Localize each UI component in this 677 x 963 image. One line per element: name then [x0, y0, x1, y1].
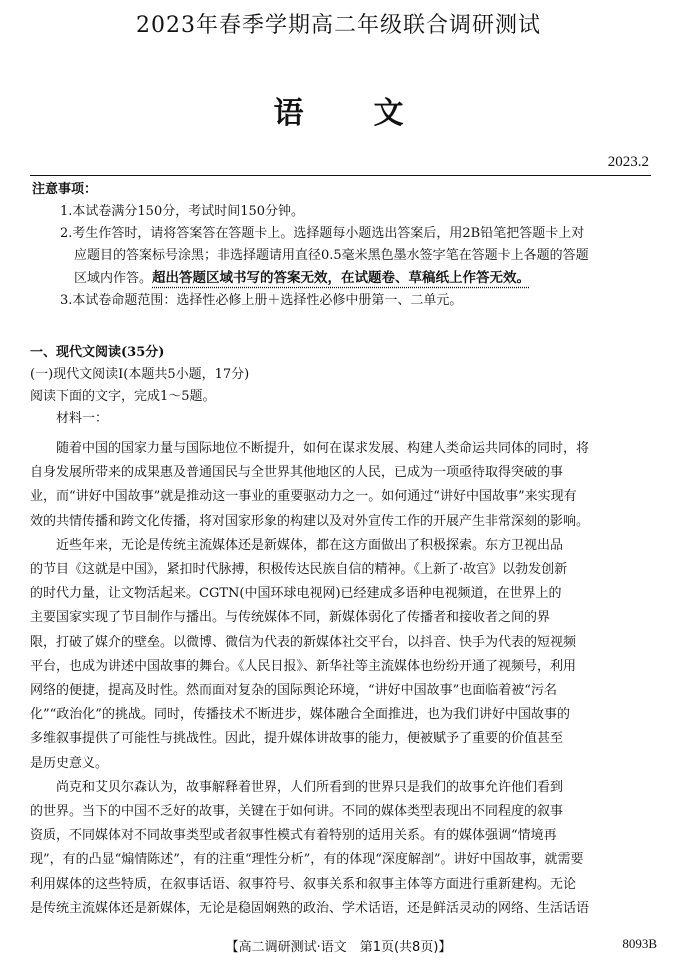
passage-line: 限，打破了媒介的壁垒。以微博、微信为代表的新媒体社交平台，以抖音、快手为代表的短视频 — [30, 634, 577, 650]
passage-line: 网络的便捷，提高及时性。然而面对复杂的国际舆论环境，“讲好中国故事”也面临着被“污名 — [30, 683, 557, 699]
passage-paragraph-1 — [30, 437, 655, 534]
passage-line: 的世界。当下的中国不乏好的故事，关键在于如何讲。不同的媒体类型表现出不同程度的叙事 — [30, 804, 564, 820]
section-heading: 一、现代文阅读(35分) — [30, 345, 165, 360]
notes-section — [32, 179, 652, 312]
passage-line: 业，而“讲好中国故事”就是推动这一事业的重要驱动力之一。如何通过“讲好中国故事”来实现有 — [30, 489, 577, 505]
note-item-3: 3.本试卷命题范围：选择性必修上册＋选择性必修中册第一、二单元。 — [60, 293, 463, 308]
header-divider — [30, 175, 651, 176]
passage-line: 的时代力量，让文物活起来。CGTN(中国环球电视网)已经建成多语种电视频道，在世界上的 — [30, 586, 562, 602]
passage-line: 近些年来，无论是传统主流媒体还是新媒体，都在这方面做出了积极探索。东方卫视出品 — [56, 537, 564, 553]
instruction-text: 阅读下面的文字，完成1～5题。 — [30, 389, 216, 404]
page-footer: 【高二调研测试·语文 第1页(共8页)】 — [225, 940, 452, 955]
notes-heading: 注意事项： — [32, 182, 98, 197]
note-item-2-line-3 — [32, 267, 652, 290]
note-item-1: 1.本试卷满分150分，考试时间150分钟。 — [60, 204, 305, 219]
subsection-heading: (一)现代文阅读Ⅰ(本题共5小题，17分) — [30, 367, 250, 382]
passage-line: 是历史意义。 — [30, 755, 109, 771]
passage-paragraph-3 — [30, 776, 655, 921]
note-emphasis: 超出答题区域书写的答案无效，在试题卷、草稿纸上作答无效。 — [152, 270, 531, 286]
passage-line: 多维叙事提供了可能性与挑战性。因此，提升媒体讲故事的能力，便被赋予了重要的价值甚至 — [30, 731, 564, 747]
passage-line: 现”，有的凸显“煽情陈述”，有的注重“理性分析”，有的体现“深度解剖”。讲好中国故事，就需要 — [30, 852, 584, 868]
reading-section — [30, 342, 655, 430]
passage-line: 利用媒体的这些特质，在叙事话语、叙事符号、叙事关系和叙事主体等方面进行重新建构。无论 — [30, 876, 577, 892]
passage-line: 效的共情传播和跨文化传播，将对国家形象的构建以及对外宣传工作的开展产生非常深刻的影响。 — [30, 513, 590, 529]
passage-line: 化”“政治化”的挑战。同时，传播技术不断进步，媒体融合全面推进，也为我们讲好中国故事的 — [30, 707, 570, 723]
subject-title: 语文 — [273, 96, 474, 131]
passage-paragraph-2 — [30, 534, 655, 776]
passage-line: 随着中国的国家力量与国际地位不断提升，如何在谋求发展、构建人类命运共同体的同时，将 — [56, 441, 590, 456]
passage-line: 资质，不同媒体对不同故事类型或者叙事性模式有着特别的适用关系。有的媒体强调“情境再 — [30, 828, 557, 844]
passage-line: 自身发展所带来的成果惠及普通国民与全世界其他地区的人民，已成为一项亟待取得突破的事 — [30, 465, 564, 481]
note-item-2-line-2: 应题目的答案标号涂黑；非选择题请用直径0.5毫米黑色墨水签字笔在答题卡上各题的答题 — [74, 248, 589, 263]
material-label: 材料一： — [56, 411, 109, 426]
passage-line: 是传统主流媒体还是新媒体，无论是稳固娴熟的政治、学术话语，还是鲜活灵动的网络、生活话语 — [30, 900, 590, 916]
passage-line: 尚克和艾贝尔森认为，故事解释着世界，人们所看到的世界只是我们的故事允许他们看到 — [56, 779, 564, 795]
note-item-2-text: 区域内作答。 — [74, 271, 153, 286]
passage-line: 的节目《这就是中国》，紧扣时代脉搏，积极传达民族自信的精神。《上新了·故宫》以勃发创新 — [30, 562, 568, 578]
paper-code: 8093B — [622, 936, 657, 951]
exam-title: 2023年春季学期高二年级联合调研测试 — [136, 13, 541, 38]
exam-date: 2023.2 — [607, 154, 649, 170]
passage-body — [30, 437, 655, 921]
note-item-2-line-1: 2.考生作答时，请将答案答在答题卡上。选择题每小题选出答案后，用2B铅笔把答题卡上对 — [60, 226, 585, 241]
passage-line: 主要国家实现了节目制作与播出。与传统媒体不同，新媒体弱化了传播者和接收者之间的界 — [30, 610, 551, 626]
passage-line: 平台，也成为讲述中国故事的舞台。《人民日报》、新华社等主流媒体也纷纷开通了视频号，利用 — [30, 658, 577, 674]
